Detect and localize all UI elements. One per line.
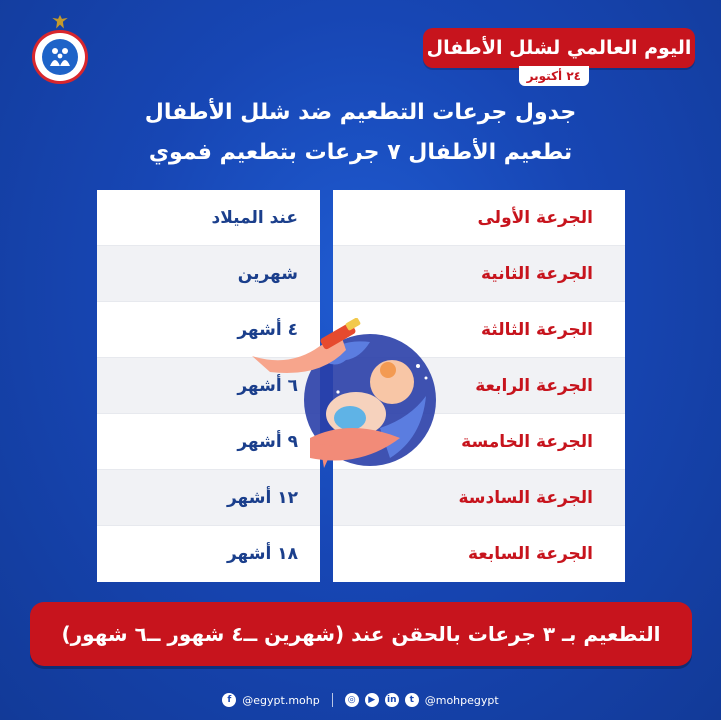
ministry-logo [26, 14, 94, 84]
event-date: ٢٤ أكتوبر [519, 66, 589, 86]
logo-ring [32, 30, 88, 84]
dose-label: الجرعة الرابعة [333, 358, 625, 414]
event-headline: اليوم العالمي لشلل الأطفال [423, 28, 695, 68]
dose-age: شهرين [97, 246, 320, 302]
dose-age: ١٢ أشهر [97, 470, 320, 526]
twitter-icon[interactable]: t [405, 693, 419, 707]
schedule-title: جدول جرعات التطعيم ضد شلل الأطفال [144, 100, 577, 125]
dose-age: عند الميلاد [97, 190, 320, 246]
youtube-icon[interactable]: ▶ [365, 693, 379, 707]
dose-age: ١٨ أشهر [226, 544, 298, 564]
dose-label: الجرعة الثالثة [333, 302, 625, 358]
linkedin-icon[interactable]: in [385, 693, 399, 707]
eagle-emblem-icon [51, 14, 69, 30]
dose-label: الجرعة السابعة [467, 544, 593, 564]
baby-vaccine-illustration [250, 318, 446, 476]
dose-label: الجرعة الخامسة [333, 414, 625, 470]
dose-label: الجرعة الأولى [333, 190, 625, 246]
dose-label: الجرعة السادسة [333, 470, 625, 526]
dose-label: الجرعة الثانية [333, 246, 625, 302]
dose-age: ٩ أشهر [97, 414, 320, 470]
divider [332, 693, 333, 707]
dose-age: ٦ أشهر [97, 358, 320, 414]
injection-note: التطعيم بـ ٣ جرعات بالحقن عند (شهرين ــ٤ شهور ــ٦ شهور) [30, 602, 692, 666]
social-handle[interactable]: @mohpegypt [424, 693, 499, 707]
dose-age: ٤ أشهر [97, 302, 320, 358]
facebook-icon[interactable]: f [222, 693, 236, 707]
schedule-subtitle: تطعيم الأطفال ٧ جرعات بتطعيم فموي [148, 140, 573, 165]
social-footer [0, 690, 721, 710]
instagram-icon[interactable]: ◎ [345, 693, 359, 707]
family-icon [42, 39, 78, 75]
facebook-handle[interactable]: @egypt.mohp [242, 693, 320, 707]
